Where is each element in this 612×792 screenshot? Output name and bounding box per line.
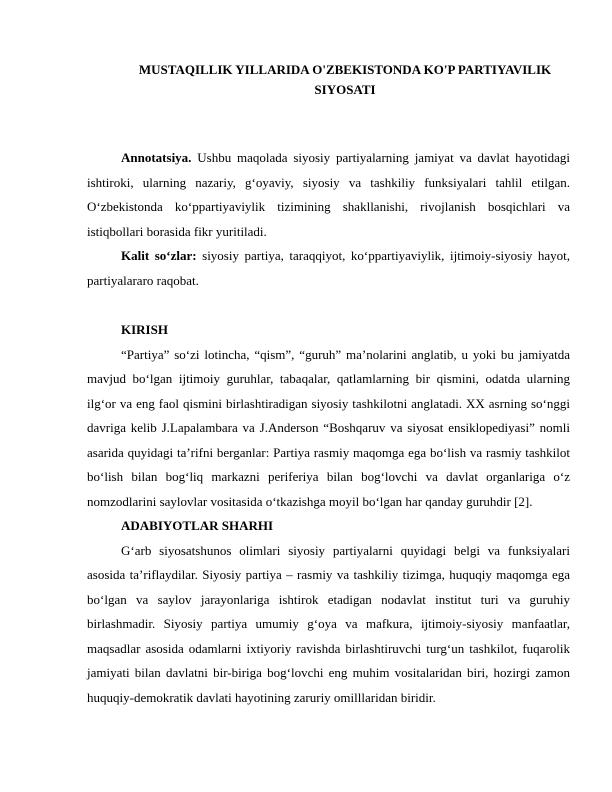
annotation-text: Ushbu maqolada siyosiy partiyalarning jamiyat va davlat hayotidagi ishtiroki, ularning nazariy, g‘oyaviy, siyosiy va tashkiliy funksiyalari tahlil etilgan. O‘zbekistonda ko‘ppartiyaviylik tizimining shakllanishi, rivojlanish bosqichlari va istiqbollari borasida fikr yuritiladi. [87,150,570,239]
annotation-paragraph [87,146,570,244]
annotation-label: Annotatsiya. [121,150,192,165]
keywords-text: siyosiy partiya, taraqqiyot, ko‘ppartiyaviylik, ijtimoiy-siyosiy hayot, partiyalararo raqobat. [87,248,570,288]
title-line-1: MUSTAQILLIK YILLARIDA O'ZBEKISTONDA KO'P PARTIYAVILIK [138,62,552,77]
page-title [100,60,590,100]
intro-section [87,318,570,710]
title-line-2: SIYOSATI [314,82,376,97]
keywords-label: Kalit so‘zlar: [121,248,197,263]
literature-heading: ADABIYOTLAR SHARHI [121,518,274,533]
annotation-section [87,146,570,293]
keywords-paragraph [87,244,570,293]
intro-paragraph: “Partiya” so‘zi lotincha, “qism”, “guruh” ma’nolarini anglatib, u yoki bu jamiyatda mavjud bo‘lgan ijtimoiy guruhlar, tabaqalar, qatlamlarning bir qismini, odatda ularning ilg‘or va eng faol qismini birlashtiradigan siyosiy tashkilotni anglatadi. XX asrning so‘nggi davriga kelib J.Lapalambara va J.Anderson “Boshqaruv va siyosat ensiklopediyasi” nomli asarida quyidagi ta’rifni berganlar: Partiya rasmiy maqomga ega bo‘lish va rasmiy tashkilot bo‘lish bilan bog‘liq markazni periferiya bilan bog‘lovchi va davlat organlariga o‘z nomzodlarini saylovlar vositasida o‘tkazishga moyil bo‘lgan har qanday guruhdir [2]. [87,346,570,509]
intro-heading: KIRISH [121,322,168,337]
literature-paragraph: G‘arb siyosatshunos olimlari siyosiy partiyalarni quyidagi belgi va funksiyalari asosida ta’riflaydilar. Siyosiy partiya – rasmiy va tashkiliy tizimga, huquqiy maqomga ega bo‘lgan va saylov jarayonlariga ishtirok etadigan nodavlat institut turi va guruhiy birlashmadir. Siyosiy partiya umumiy g‘oya va mafkura, ijtimoiy-siyosiy manfaatlar, maqsadlar asosida odamlarni ixtiyoriy ravishda birlashtiruvchi turg‘un tashkilot, fuqarolik jamiyati bilan davlatni bir-biriga bog‘lovchi eng muhim vositalaridan biri, hozirgi zamon huquqiy-demokratik davlati hayotining zaruriy omilllaridan biridir. [87,542,570,705]
